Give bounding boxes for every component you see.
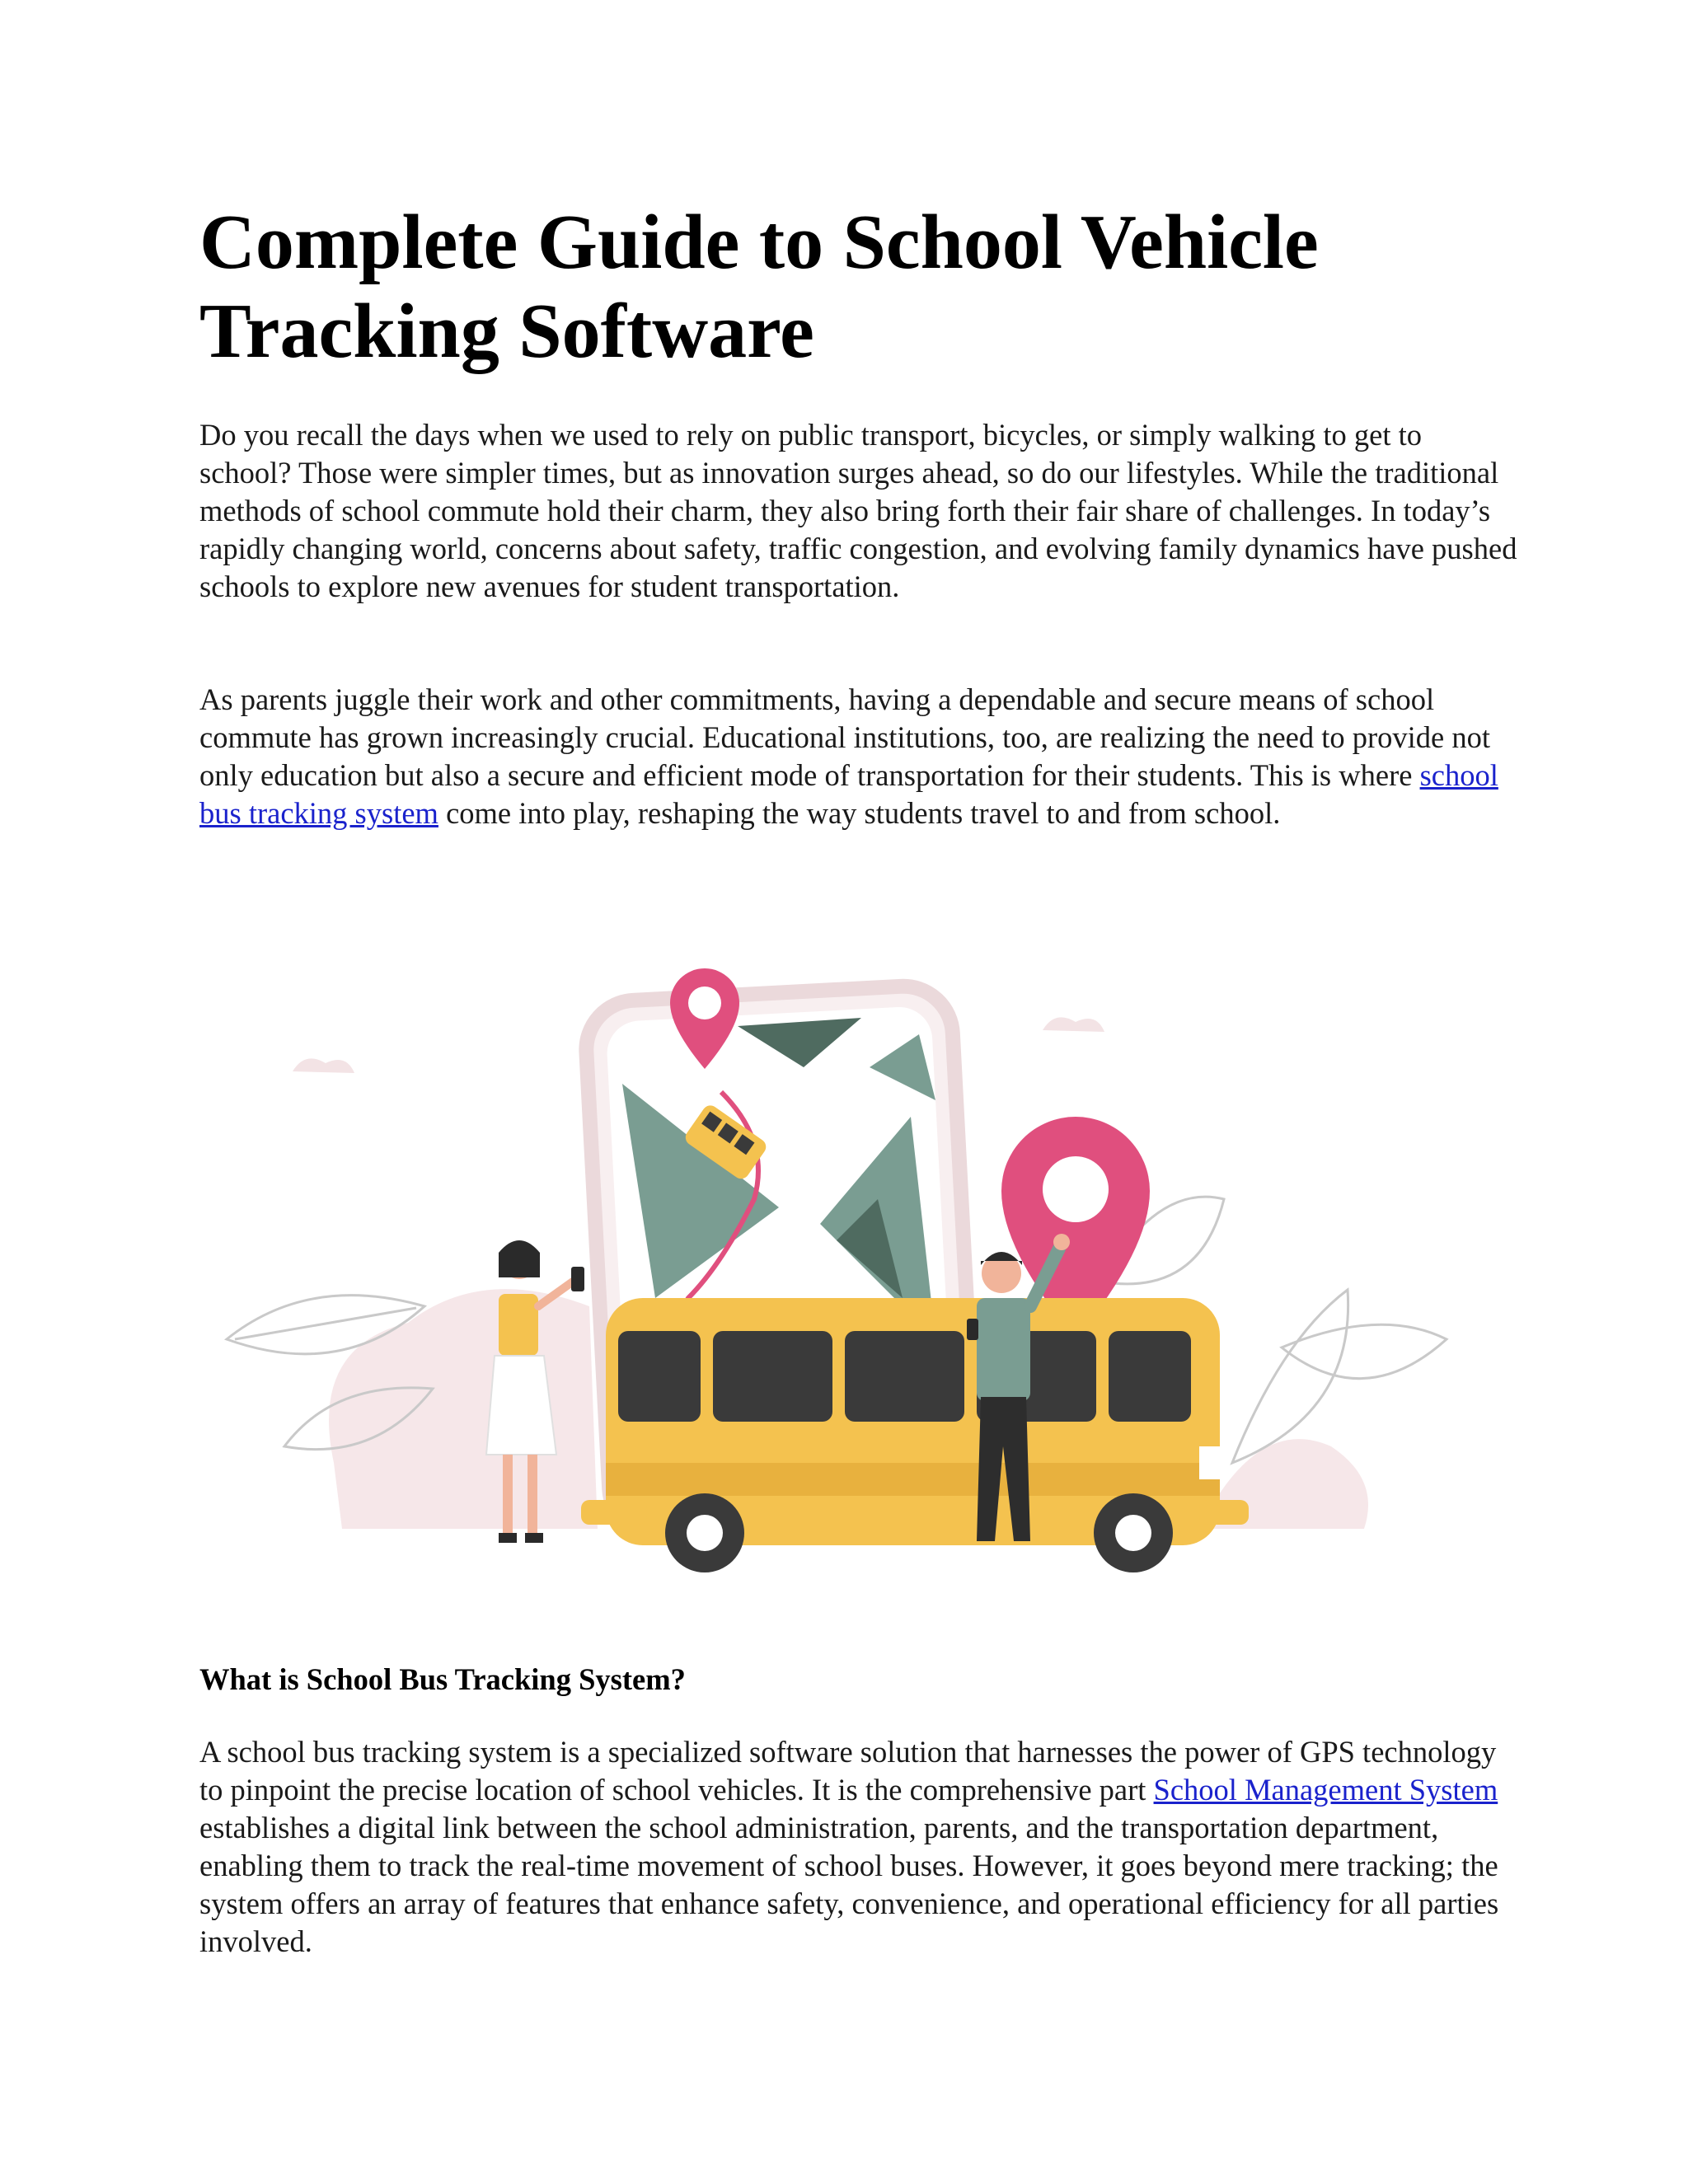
second-paragraph-text-start: As parents juggle their work and other commitments, having a dependable and secure means of school commute has grown increasingly crucial. Educational institutions, too, are realizing the need to provide not only education but also a secure and efficient mode of transportation for their students. This is where: [199, 682, 1491, 792]
section-heading: What is School Bus Tracking System?: [199, 1662, 686, 1696]
article-title: Complete Guide to School Vehicle Tracking Software: [199, 199, 1319, 374]
cloud-shape: [293, 1058, 354, 1073]
third-paragraph-text-start: A school bus tracking system is a specialized software solution that harnesses the power of GPS technology to pinpoint the precise location of school vehicles. It is the comprehensive part: [199, 1735, 1497, 1807]
third-paragraph-text-end: establishes a digital link between the school administration, parents, and the transportation department, enabling them to track the real-time movement of school buses. However, it goes beyond mere tracking; the system offers an array of features that enhance safety, convenience, and operational efficiency for all parties involved.: [199, 1811, 1499, 1958]
school-bus-tracking-illustration: [210, 952, 1479, 1586]
school-management-link[interactable]: School Management System: [1153, 1773, 1498, 1807]
second-paragraph-text-end: come into play, reshaping the way students travel to and from school.: [438, 796, 1281, 830]
background-blob: [329, 1289, 598, 1529]
school-bus-icon: [581, 1298, 1249, 1572]
intro-paragraph: Do you recall the days when we used to rely on public transport, bicycles, or simply walking to get to school? Those were simpler times, but as innovation surges ahead, so do our lifestyles. While the traditional methods of school commute hold their charm, they also bring forth their fair share of challenges. In today’s rapidly changing world, concerns about safety, traffic congestion, and evolving family dynamics have pushed schools to explore new avenues for student transportation.: [199, 418, 1517, 603]
third-paragraph: [199, 1733, 1518, 1961]
school-bus-tracking-link[interactable]: school bus tracking system: [199, 758, 1498, 830]
cloud-shape: [1043, 1017, 1104, 1032]
second-paragraph: [199, 681, 1518, 832]
